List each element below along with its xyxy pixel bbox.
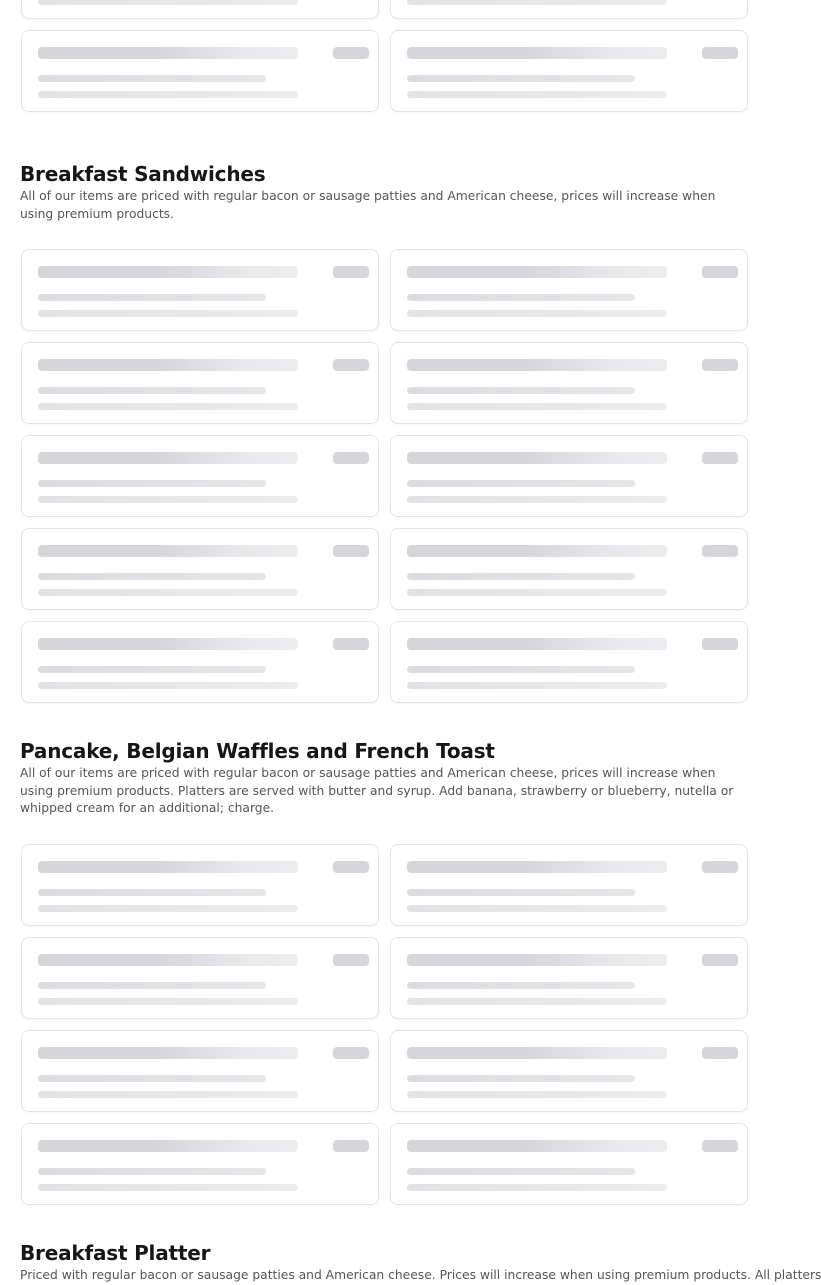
skeleton-line [38, 310, 298, 317]
skeleton-line [38, 294, 266, 301]
skeleton-title [38, 1140, 298, 1152]
section-title: Breakfast Sandwiches [20, 162, 266, 186]
menu-item-card-skeleton[interactable] [390, 342, 748, 424]
section-title: Pancake, Belgian Waffles and French Toast [20, 739, 495, 763]
skeleton-price [333, 954, 369, 966]
skeleton-line [407, 573, 635, 580]
menu-item-card-skeleton[interactable] [390, 844, 748, 926]
menu-item-grid [21, 844, 750, 1205]
skeleton-title [38, 266, 298, 278]
skeleton-title [407, 545, 667, 557]
menu-item-card-skeleton[interactable] [390, 1123, 748, 1205]
skeleton-price [702, 954, 738, 966]
skeleton-price [702, 359, 738, 371]
skeleton-title [38, 861, 298, 873]
skeleton-price [702, 861, 738, 873]
menu-item-card-skeleton[interactable] [21, 1030, 379, 1112]
skeleton-line [407, 403, 667, 410]
skeleton-line [407, 75, 635, 82]
section-header [20, 162, 750, 223]
menu-section-previous [20, 0, 750, 112]
skeleton-price [333, 545, 369, 557]
menu-item-card-skeleton[interactable] [21, 0, 379, 19]
skeleton-line [38, 982, 266, 989]
skeleton-line [38, 589, 298, 596]
menu-section-breakfast-platter [20, 1241, 821, 1282]
skeleton-line [407, 589, 667, 596]
skeleton-line [38, 573, 266, 580]
menu-item-card-skeleton[interactable] [21, 528, 379, 610]
menu-item-card-skeleton[interactable] [21, 249, 379, 331]
skeleton-line [38, 1075, 266, 1082]
skeleton-title [38, 452, 298, 464]
skeleton-line [407, 387, 635, 394]
skeleton-title [407, 1140, 667, 1152]
section-description: All of our items are priced with regular bacon or sausage patties and American cheese, prices will increase when using premium products. Platters are served with butter and syrup. Add banana, strawberry or blueberry, nutella or whipped cream for an additional; charge. [20, 766, 734, 815]
skeleton-price [333, 47, 369, 59]
menu-item-grid [21, 249, 750, 703]
section-header [20, 1241, 821, 1285]
skeleton-line [38, 666, 266, 673]
skeleton-price [333, 1047, 369, 1059]
menu-item-card-skeleton[interactable] [390, 1030, 748, 1112]
skeleton-price [702, 266, 738, 278]
skeleton-line [407, 1075, 635, 1082]
skeleton-line [407, 1091, 667, 1098]
skeleton-line [407, 666, 635, 673]
skeleton-title [38, 638, 298, 650]
skeleton-line [407, 905, 667, 912]
skeleton-title [38, 545, 298, 557]
skeleton-line [38, 496, 298, 503]
skeleton-price [702, 545, 738, 557]
section-header [20, 739, 750, 818]
skeleton-title [38, 1047, 298, 1059]
skeleton-title [38, 359, 298, 371]
skeleton-title [407, 861, 667, 873]
skeleton-line [38, 480, 266, 487]
skeleton-price [702, 47, 738, 59]
skeleton-price [333, 266, 369, 278]
skeleton-line [407, 1184, 667, 1191]
menu-item-card-skeleton[interactable] [21, 621, 379, 703]
skeleton-title [407, 1047, 667, 1059]
skeleton-price [333, 861, 369, 873]
menu-item-grid [21, 0, 750, 112]
skeleton-line [407, 0, 667, 5]
skeleton-line [38, 889, 266, 896]
skeleton-line [38, 91, 298, 98]
skeleton-title [407, 359, 667, 371]
section-description: Priced with regular bacon or sausage patties and American cheese. Prices will increase when using premium products. All platters [20, 1268, 821, 1282]
skeleton-line [407, 480, 635, 487]
skeleton-line [38, 905, 298, 912]
menu-item-card-skeleton[interactable] [21, 1123, 379, 1205]
menu-item-card-skeleton[interactable] [21, 342, 379, 424]
menu-item-card-skeleton[interactable] [21, 937, 379, 1019]
menu-item-card-skeleton[interactable] [390, 937, 748, 1019]
skeleton-line [407, 496, 667, 503]
skeleton-title [407, 954, 667, 966]
skeleton-line [407, 1168, 635, 1175]
menu-item-card-skeleton[interactable] [21, 844, 379, 926]
skeleton-price [333, 1140, 369, 1152]
skeleton-line [38, 387, 266, 394]
menu-section-breakfast-sandwiches [20, 162, 750, 703]
skeleton-title [407, 266, 667, 278]
skeleton-line [38, 682, 298, 689]
skeleton-line [38, 403, 298, 410]
menu-item-card-skeleton[interactable] [21, 435, 379, 517]
skeleton-line [407, 682, 667, 689]
section-title: Breakfast Platter [20, 1241, 211, 1265]
skeleton-line [38, 1184, 298, 1191]
skeleton-line [38, 1091, 298, 1098]
skeleton-title [38, 954, 298, 966]
skeleton-title [407, 638, 667, 650]
skeleton-line [407, 998, 667, 1005]
skeleton-line [407, 294, 635, 301]
skeleton-line [407, 982, 635, 989]
skeleton-price [702, 452, 738, 464]
skeleton-line [38, 75, 266, 82]
skeleton-line [407, 91, 667, 98]
skeleton-title [407, 47, 667, 59]
skeleton-title [38, 47, 298, 59]
skeleton-line [407, 310, 667, 317]
skeleton-price [333, 638, 369, 650]
menu-item-card-skeleton[interactable] [390, 30, 748, 112]
menu-item-card-skeleton[interactable] [21, 30, 379, 112]
skeleton-price [702, 1140, 738, 1152]
skeleton-price [333, 359, 369, 371]
section-description: All of our items are priced with regular bacon or sausage patties and American cheese, prices will increase when using premium products. [20, 189, 716, 221]
skeleton-title [407, 452, 667, 464]
skeleton-line [38, 0, 298, 5]
menu-item-card-skeleton[interactable] [390, 621, 748, 703]
menu-section-pancake-waffles-toast [20, 739, 750, 1205]
skeleton-price [333, 452, 369, 464]
menu-item-card-skeleton[interactable] [390, 435, 748, 517]
menu-item-card-skeleton[interactable] [390, 0, 748, 19]
menu-item-card-skeleton[interactable] [390, 528, 748, 610]
skeleton-price [702, 1047, 738, 1059]
skeleton-price [702, 638, 738, 650]
skeleton-line [38, 1168, 266, 1175]
skeleton-line [38, 998, 298, 1005]
menu-item-card-skeleton[interactable] [390, 249, 748, 331]
skeleton-line [407, 889, 635, 896]
